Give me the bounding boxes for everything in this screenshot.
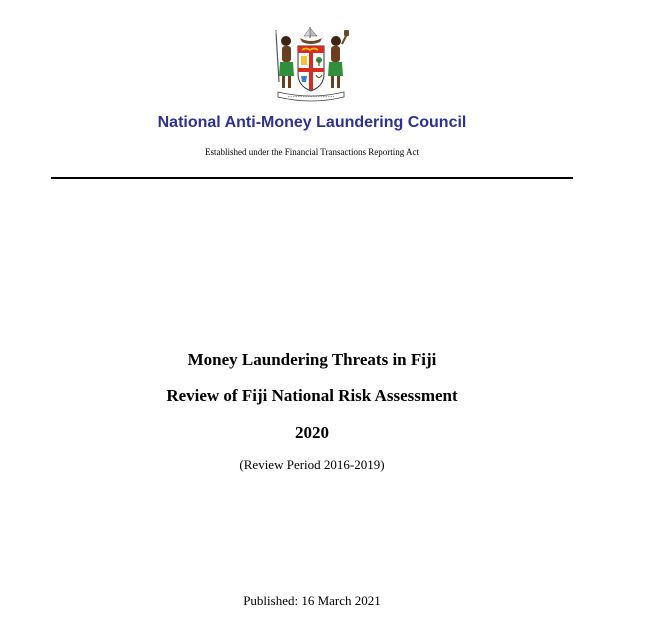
review-period: (Review Period 2016-2019) [239,457,385,472]
report-subtitle: Review of Fiji National Risk Assessment [166,386,458,405]
report-title: Money Laundering Threats in Fiji [187,350,437,369]
establishment-note: Established under the Financial Transactions Reporting Act [205,147,419,157]
organization-name: National Anti-Money Laundering Council [157,114,467,131]
header-divider [51,177,573,179]
publication-date: Published: 16 March 2021 [243,593,381,608]
fiji-coat-of-arms-icon [270,24,352,104]
report-year: 2020 [295,423,329,442]
